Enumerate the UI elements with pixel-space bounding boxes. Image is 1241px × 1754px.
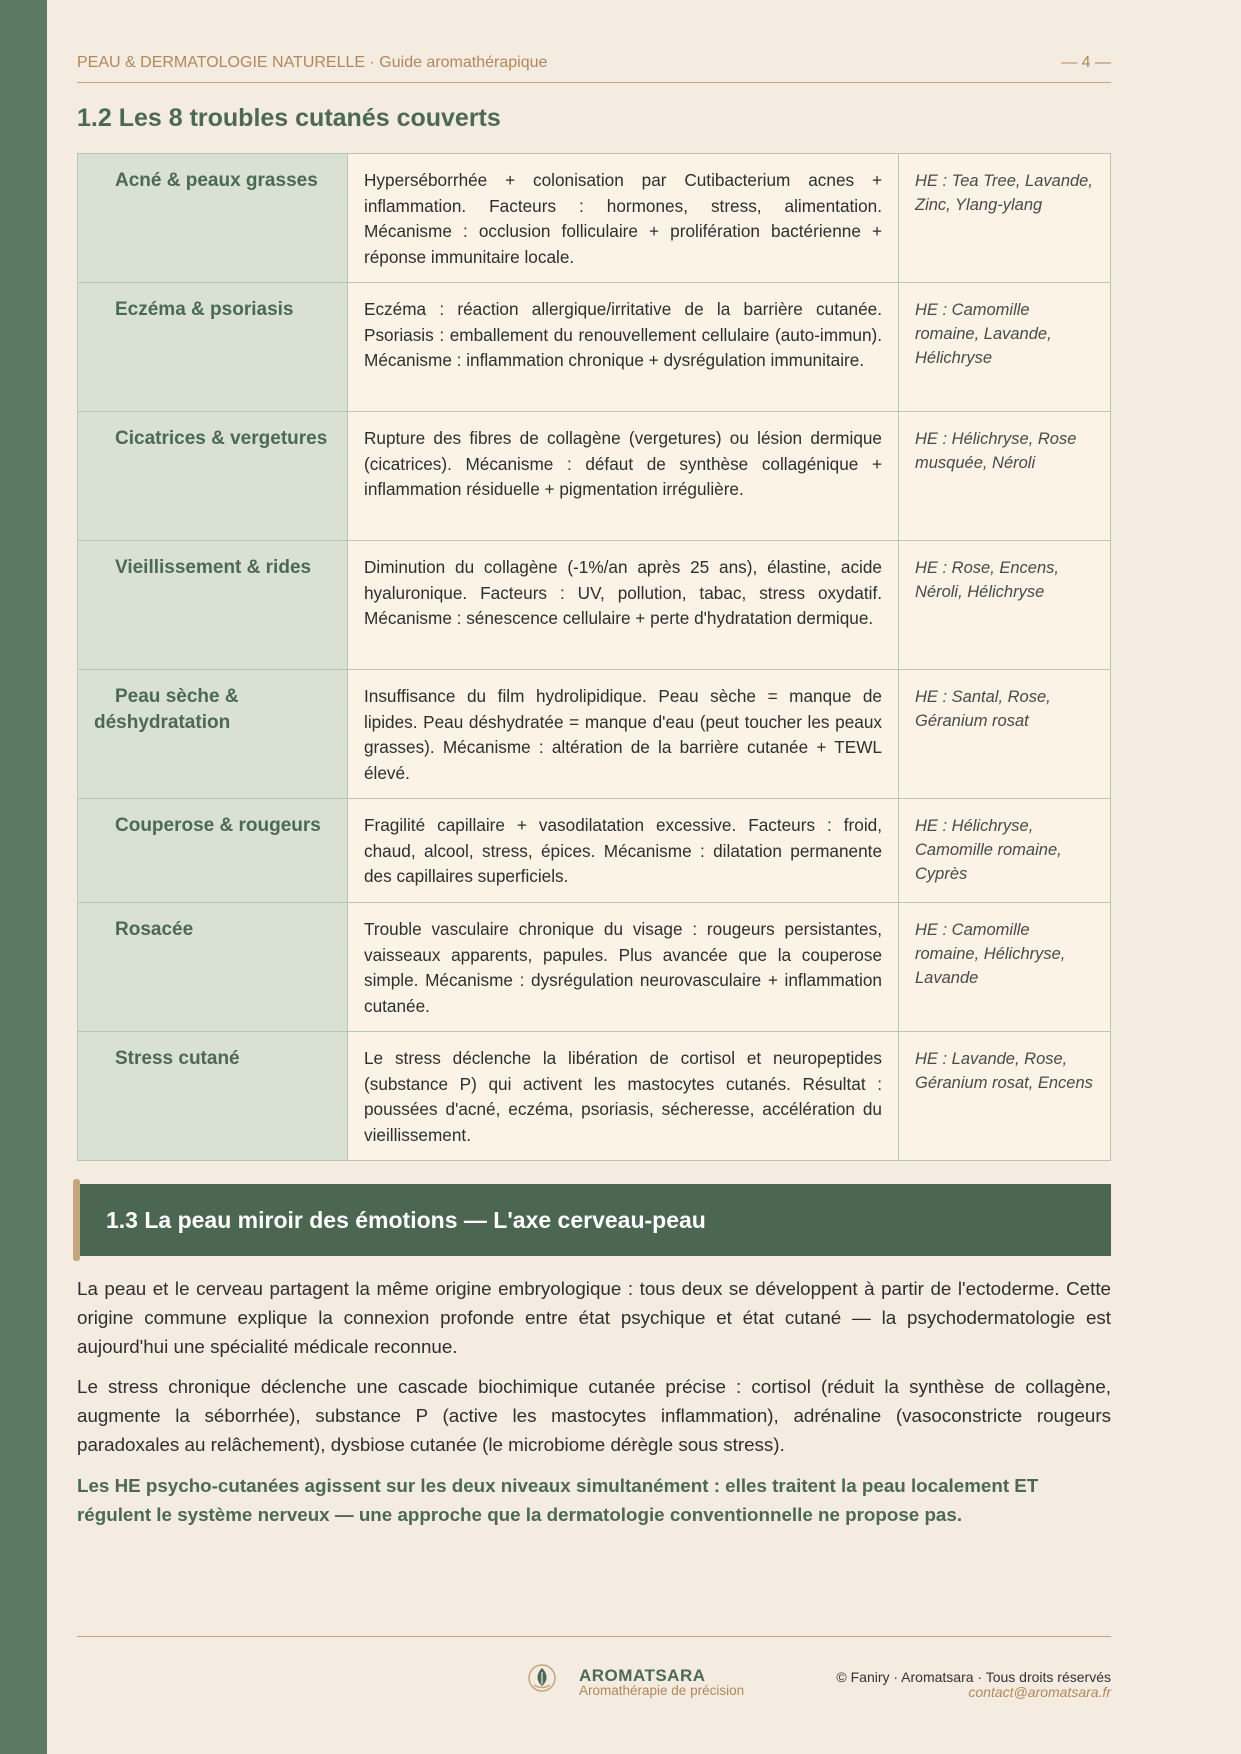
section-1-3-banner <box>77 1184 1111 1256</box>
trouble-essential-oils: HE : Tea Tree, Lavande, Zinc, Ylang-ylang <box>899 154 1111 283</box>
table-row <box>78 1032 1111 1161</box>
trouble-description: Fragilité capillaire + vasodilatation excessive. Facteurs : froid, chaud, alcool, stress, épices. Mécanisme : dilatation permanente des capillaires superficiels. <box>348 799 899 903</box>
trouble-essential-oils: HE : Camomille romaine, Hélichryse, Lavande <box>899 903 1111 1032</box>
trouble-name: Vieillissement & rides <box>78 541 348 670</box>
table-row <box>78 670 1111 799</box>
section-accent-bar <box>73 1179 80 1261</box>
table-row <box>78 799 1111 903</box>
trouble-description: Diminution du collagène (-1%/an après 25 ans), élastine, acide hyaluronique. Facteurs : UV, pollution, tabac, stress oxydatif. Mécanisme : sénescence cellulaire + perte d'hydratation dermique. <box>348 541 899 670</box>
leaf-drop-icon <box>527 1663 557 1693</box>
table-row <box>78 283 1111 412</box>
table-row <box>78 412 1111 541</box>
trouble-essential-oils: HE : Hélichryse, Rose musquée, Néroli <box>899 412 1111 541</box>
brand-name: AROMATSARA <box>579 1666 706 1685</box>
table-row <box>78 541 1111 670</box>
footer-divider <box>77 1636 1111 1637</box>
trouble-name: Couperose & rougeurs <box>78 799 348 903</box>
trouble-essential-oils: HE : Rose, Encens, Néroli, Hélichryse <box>899 541 1111 670</box>
trouble-description: Le stress déclenche la libération de cortisol et neuropeptides (substance P) qui activent les mastocytes cutanés. Résultat : poussées d'acné, eczéma, psoriasis, sécheresse, accélération du vieillissement. <box>348 1032 899 1161</box>
trouble-description: Hyperséborrhée + colonisation par Cutibacterium acnes + inflammation. Facteurs : hormones, stress, alimentation. Mécanisme : occlusion folliculaire + prolifération bactérienne + réponse immunitaire locale. <box>348 154 899 283</box>
trouble-name: Stress cutané <box>78 1032 348 1161</box>
trouble-name: Acné & peaux grasses <box>78 154 348 283</box>
trouble-name: Peau sèche & déshydratation <box>78 670 348 799</box>
trouble-name: Rosacée <box>78 903 348 1032</box>
trouble-name: Eczéma & psoriasis <box>78 283 348 412</box>
header-title: PEAU & DERMATOLOGIE NATURELLE · Guide aromathérapique <box>77 54 548 71</box>
troubles-table <box>77 153 1111 1161</box>
brand-tagline: Aromathérapie de précision <box>579 1683 745 1698</box>
trouble-essential-oils: HE : Santal, Rose, Géranium rosat <box>899 670 1111 799</box>
trouble-name: Cicatrices & vergetures <box>78 412 348 541</box>
trouble-description: Trouble vasculaire chronique du visage : rougeurs persistantes, vaisseaux apparents, papules. Plus avancée que la couperose simple. Mécanisme : dysrégulation neurovasculaire + inflammation cutanée. <box>348 903 899 1032</box>
trouble-essential-oils: HE : Camomille romaine, Lavande, Hélichryse <box>899 283 1111 412</box>
body-paragraph: Le stress chronique déclenche une cascade biochimique cutanée précise : cortisol (réduit la synthèse de collagène, augmente la séborrhée), substance P (active les mastocytes inflammation), adrénaline (vasoconstricte rougeurs paradoxales au relâchement), dysbiose cutanée (le microbiome dérègle sous stress). <box>77 1376 1111 1455</box>
trouble-essential-oils: HE : Lavande, Rose, Géranium rosat, Encens <box>899 1032 1111 1161</box>
trouble-essential-oils: HE : Hélichryse, Camomille romaine, Cyprès <box>899 799 1111 903</box>
trouble-description: Rupture des fibres de collagène (vergetures) ou lésion dermique (cicatrices). Mécanisme : défaut de synthèse collagénique + inflammation résiduelle + pigmentation irrégulière. <box>348 412 899 541</box>
highlight-paragraph: Les HE psycho-cutanées agissent sur les deux niveaux simultanément : elles traitent la peau localement ET régulent le système nerveux — une approche que la dermatologie conventionnelle ne propose pas. <box>77 1475 1039 1525</box>
contact-email: contact@aromatsara.fr <box>968 1684 1111 1700</box>
side-bar <box>0 0 47 1754</box>
section-1-3-title: 1.3 La peau miroir des émotions — L'axe cerveau-peau <box>106 1206 706 1233</box>
page-number: — 4 — <box>1061 54 1111 71</box>
trouble-description: Eczéma : réaction allergique/irritative de la barrière cutanée. Psoriasis : emballement du renouvellement cellulaire (auto-immun). Mécanisme : inflammation chronique + dysrégulation immunitaire. <box>348 283 899 412</box>
running-header <box>77 54 1111 83</box>
table-row <box>78 154 1111 283</box>
table-row <box>78 903 1111 1032</box>
body-paragraph: La peau et le cerveau partagent la même origine embryologique : tous deux se développent à partir de l'ectoderme. Cette origine commune explique la connexion profonde entre état psychique et état cutané — la psychodermatologie est aujourd'hui une spécialité médicale reconnue. <box>77 1278 1111 1357</box>
trouble-description: Insuffisance du film hydrolipidique. Peau sèche = manque de lipides. Peau déshydratée = manque d'eau (peut toucher les peaux grasses). Mécanisme : altération de la barrière cutanée + TEWL élevé. <box>348 670 899 799</box>
copyright-text: © Faniry · Aromatsara · Tous droits réservés <box>836 1669 1111 1685</box>
section-1-2-title: 1.2 Les 8 troubles cutanés couverts <box>77 104 501 132</box>
